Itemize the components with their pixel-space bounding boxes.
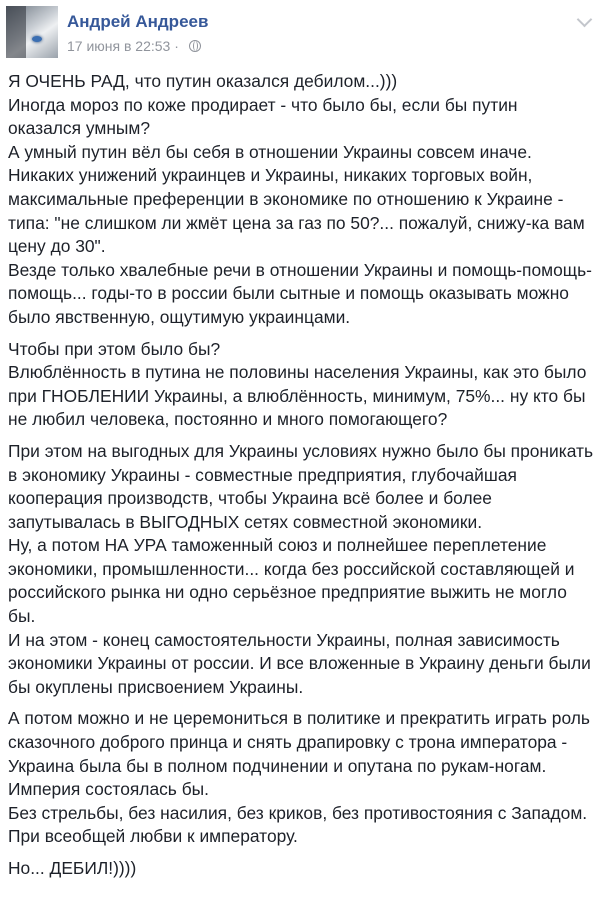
post-text-line: Но... ДЕБИЛ!)))) [8, 858, 137, 878]
post-text-line: бы окуплены присвоением Украины. [8, 676, 304, 697]
post-text-line: российского рынка ни одно серьёзное предприятие выжить не могло [8, 582, 567, 603]
post-text-line: И на этом - конец самостоятельности Украины, полная зависимость [8, 629, 560, 650]
post-text-line: максимальные преференции в экономике по отношению к Украине - [8, 188, 564, 209]
post-text-line: Ну, а потом НА УРА таможенный союз и полнейшее переплетение [8, 535, 547, 556]
post-text-line: кооперация производств, чтобы Украина всё более и более [8, 488, 492, 509]
post-text-line: сказочного доброго принца и снять драпировку с трона императора - [8, 732, 568, 753]
post-text-line: Влюблённость в путина не половины населения Украины, как это было [8, 362, 587, 383]
post-text-line: Чтобы при этом было бы? [8, 338, 221, 359]
post-text-line: Империя состоялась бы. [8, 779, 209, 800]
post-text-line: Иногда мороз по коже продирает - что было бы, если бы путин [8, 94, 518, 115]
post-text-line: Я ОЧЕНЬ РАД, что путин оказался дебилом...))) [8, 71, 398, 91]
post-text-line: Без стрельбы, без насилия, без криков, без противостояния с Западом. [8, 802, 588, 823]
post-text-line: типа: "не слишком ли жмёт цена за газ по 50?... пожалуй, снижу-ка вам [8, 212, 585, 233]
post-paragraph [8, 338, 603, 432]
post-text-line: оказался умным? [8, 118, 151, 139]
meta-separator: · [174, 38, 179, 54]
post-paragraph [8, 707, 603, 849]
globe-icon [189, 40, 201, 52]
post-text-line: экономики Украины от россии. И все вложенные в Украину деньги были [8, 653, 591, 674]
post-text-line: не любил человека, постоянно и много помогающего? [8, 409, 448, 430]
post-text-line: А потом можно и не церемониться в политике и прекратить играть роль [8, 708, 590, 729]
post-text-line: Украина была бы в полном подчинении и опутана по рукам-ногам. [8, 755, 547, 776]
chevron-down-icon[interactable] [577, 12, 593, 28]
post-text-line: экономики, промышленности... когда без российской составляющей и [8, 558, 575, 579]
post-paragraph [8, 857, 603, 881]
post-text-line: При этом на выгодных для Украины условиях нужно было бы проникать [8, 440, 594, 461]
post-paragraph [8, 70, 603, 330]
post-meta [67, 38, 201, 54]
avatar-shade [6, 6, 26, 58]
avatar-eye [32, 36, 42, 42]
post-text-line: Везде только хвалебные речи в отношении Украины и помощь-помощь- [8, 259, 592, 280]
avatar[interactable] [6, 6, 58, 58]
post-text-line: в экономику Украины - совместные предприятия, глубочайшая [8, 464, 517, 485]
post-body [8, 70, 603, 889]
post-text-line: при ГНОБЛЕНИИ Украины, а влюблённость, минимум, 75%... ну кто бы [8, 385, 586, 406]
post-text-line: При всеобщей любви к императору. [8, 826, 298, 847]
post-text-line: Никаких унижений украинцев и Украины, никаких торговых войн, [8, 165, 533, 186]
post-text-line: было явственную, ощутимую украинцами. [8, 306, 351, 327]
post-text-line: бы. [8, 606, 36, 627]
post-text-line: запутывалась в ВЫГОДНЫХ сетях совместной экономики. [8, 511, 483, 532]
post-header [6, 6, 596, 62]
post-text-line: А умный путин вёл бы себя в отношении Украины совсем иначе. [8, 141, 532, 162]
post-paragraph [8, 440, 603, 700]
post-text-line: помощь... годы-то в россии были сытные и помощь оказывать можно [8, 283, 569, 304]
post-timestamp[interactable]: 17 июня в 22:53 [67, 38, 171, 54]
post-text-line: цену до 30". [8, 236, 106, 257]
author-name[interactable]: Андрей Андреев [67, 12, 209, 31]
